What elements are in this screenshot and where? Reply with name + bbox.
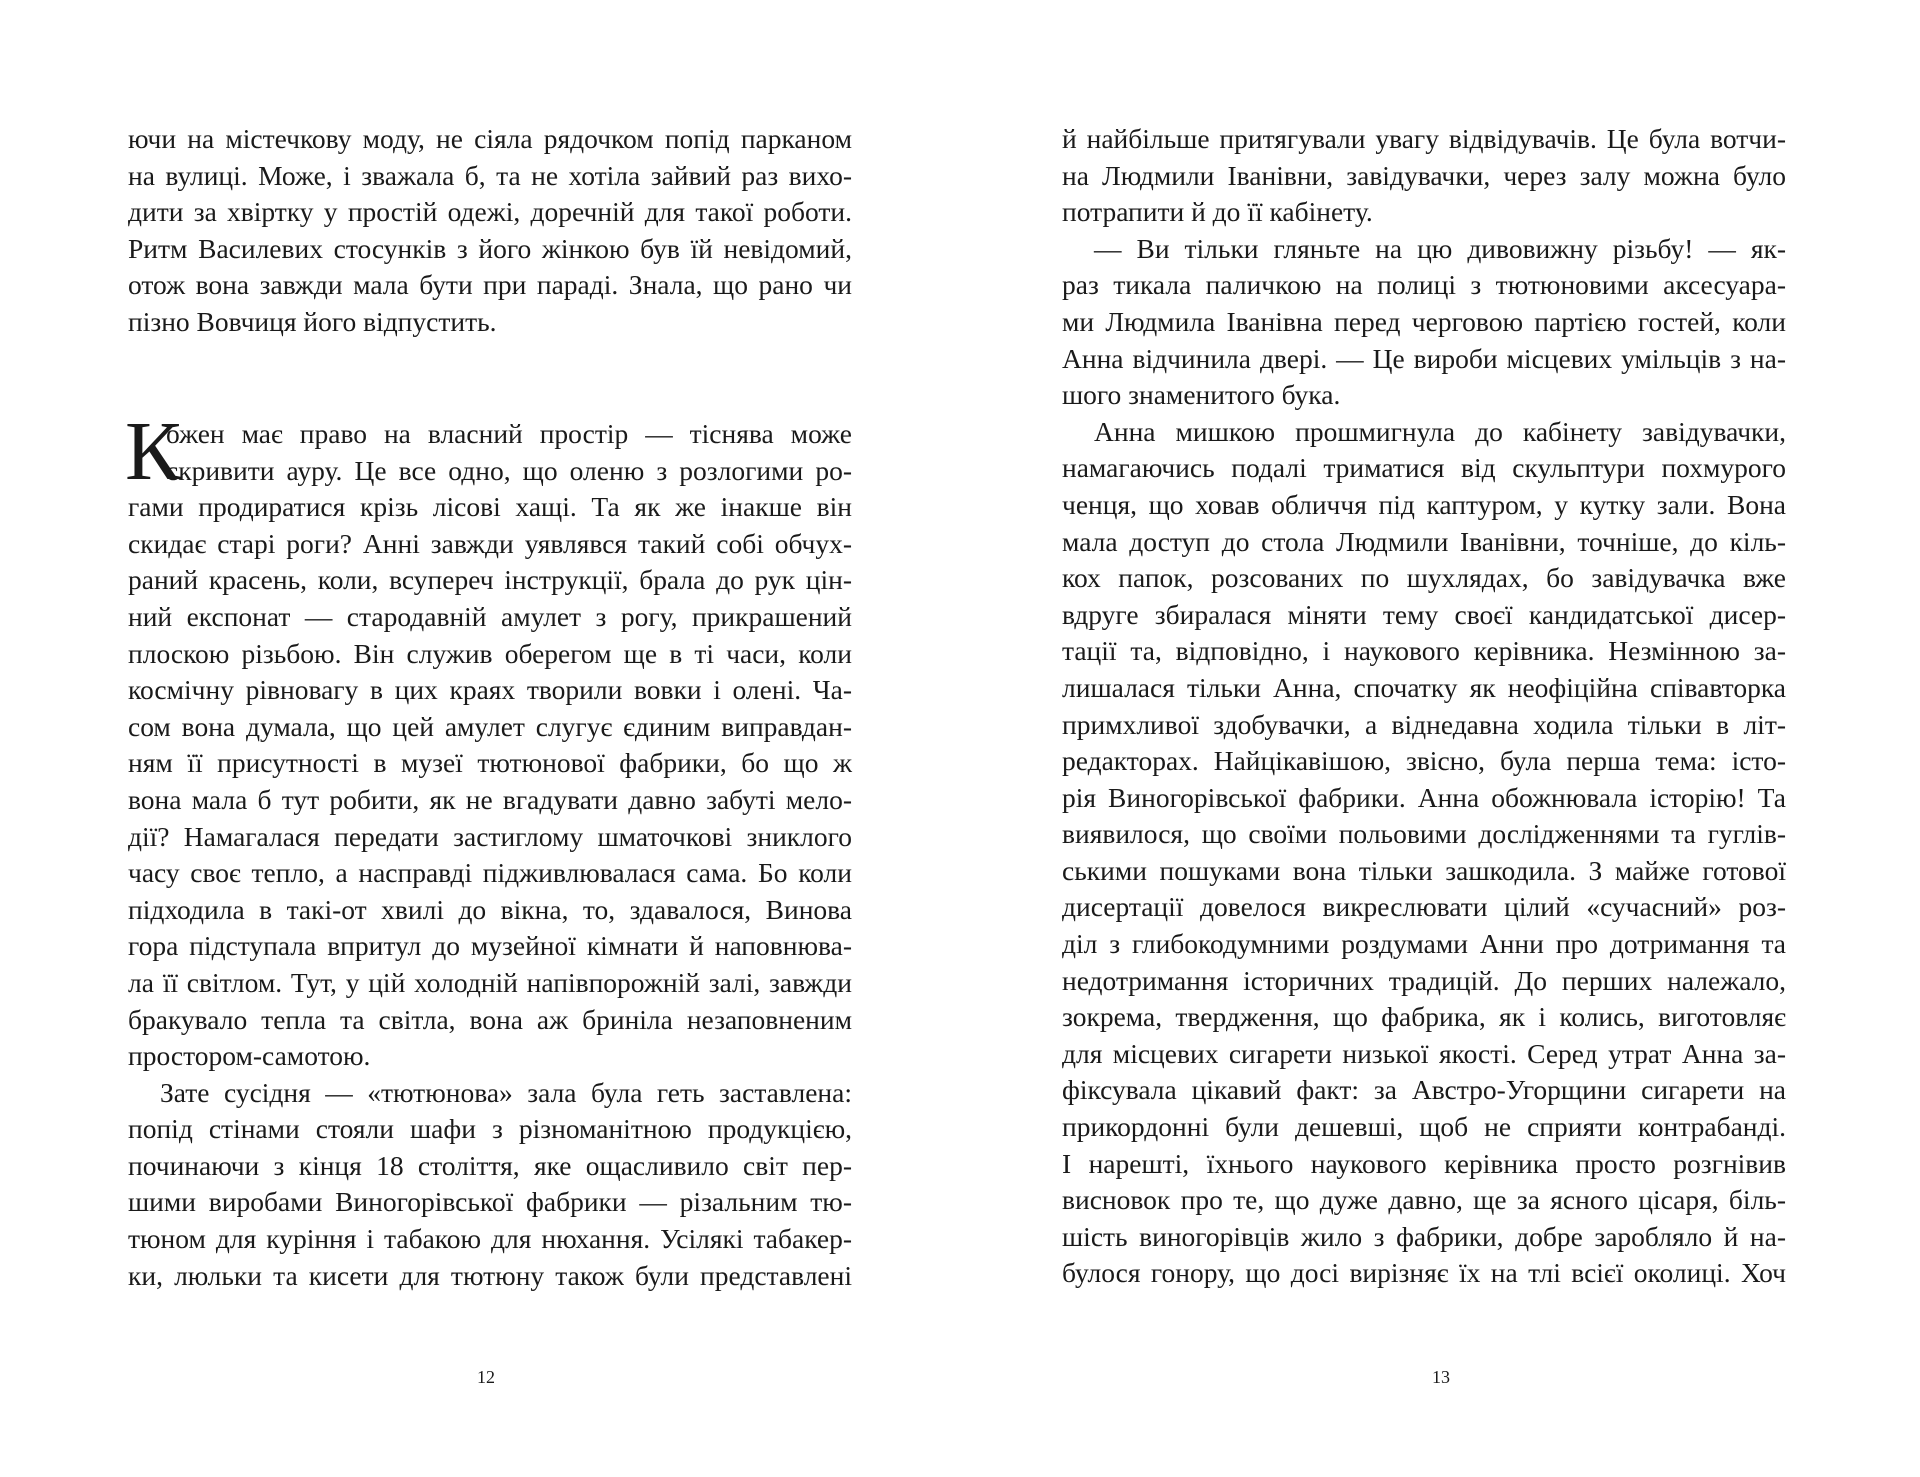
- text-line: космічну рівновагу в цих краях творили вовки і олені. Ча-: [128, 674, 852, 706]
- text-line: дисертації довелося викреслювати цілий «сучасний» роз-: [1062, 891, 1786, 923]
- text-line: плоскою різьбою. Він служив оберегом ще в ті часи, коли: [128, 637, 852, 669]
- text-line: Анна мишкою прошмигнула до кабінету завідувачки,: [1094, 415, 1786, 447]
- text-line: шість виногорівців жило з фабрики, добре заробляло й на-: [1062, 1220, 1786, 1252]
- right-page: [960, 0, 1920, 1477]
- text-line: зокрема, твердження, що фабрика, як і колись, виготовляє: [1062, 1001, 1786, 1033]
- text-line: гора підступала впритул до музейної кімнати й наповнюва-: [128, 930, 852, 962]
- text-line: потрапити й до її кабінету.: [1062, 196, 1373, 228]
- text-line: ла її світлом. Тут, у цій холодній напівпорожній залі, завжди: [128, 966, 852, 998]
- text-line: виявилося, що своїми польовими дослідженнями та гуглів-: [1062, 818, 1786, 850]
- text-line: ми Людмила Іванівна перед черговою партією гостей, коли: [1062, 305, 1786, 337]
- text-line: на вулиці. Може, і зважала б, та не хотіла зайвий раз вихо-: [128, 159, 852, 191]
- text-line: ням її присутності в музеї тютюнової фабрики, бо що ж: [128, 747, 852, 779]
- text-line: скривити ауру. Це все одно, що оленю з розлогими ро-: [166, 454, 852, 486]
- text-line: ченця, що ховав обличчя під каптуром, у кутку зали. Вона: [1062, 488, 1786, 520]
- left-paragraph-2: [125, 405, 852, 1294]
- text-line: ожен має право на власний простір — тіснява може: [166, 418, 852, 449]
- text-line: мала доступ до стола Людмили Іванівни, точніше, до кіль-: [1062, 525, 1786, 557]
- text-line: редакторах. Найцікавішою, звісно, була перша тема: істо-: [1062, 745, 1786, 777]
- text-line: ний експонат — стародавній амулет з рогу, прикрашений: [128, 600, 852, 632]
- text-line: ючи на містечкову моду, не сіяла рядочком попід парканом: [128, 123, 852, 154]
- text-line: ки, люльки та кисети для тютюну також були представлені: [128, 1259, 852, 1291]
- text-line: сом вона думала, що цей амулет слугує єдиним виправдан-: [128, 710, 852, 742]
- text-line: починаючи з кінця 18 століття, яке ощасливило світ пер-: [128, 1149, 852, 1181]
- text-line: висновок про те, що дуже давно, ще за ясного цісаря, біль-: [1062, 1184, 1786, 1216]
- page-number: 13: [1432, 1367, 1450, 1387]
- text-line: І нарешті, їхнього наукового керівника просто розгнівив: [1062, 1147, 1786, 1179]
- text-line: вдруге збиралася міняти тему своєї кандидатської дисер-: [1062, 598, 1786, 630]
- text-line: на Людмили Іванівни, завідувачки, через залу можна було: [1062, 159, 1786, 191]
- text-line: тації та, відповідно, і наукового керівника. Незмінною за-: [1062, 635, 1786, 667]
- text-line: тюном для куріння і табакою для нюхання. Усілякі табакер-: [128, 1223, 852, 1255]
- right-paragraphs: [1062, 121, 1786, 1292]
- text-line: ськими пошуками вона тільки зашкодила. З майже готової: [1062, 854, 1786, 886]
- text-line: булося гонору, що досі вирізняє їх на тлі всієї околиці. Хоч: [1062, 1257, 1786, 1289]
- text-line: дити за хвіртку у простій одежі, доречній для такої роботи.: [128, 196, 852, 228]
- text-line: пізно Вовчиця його відпустить.: [128, 305, 497, 337]
- text-line: шого знаменитого бука.: [1062, 379, 1341, 411]
- text-line: — Ви тільки гляньте на цю дивовижну різьбу! — як-: [1094, 232, 1786, 264]
- text-line: Анна відчинила двері. — Це вироби місцевих умільців з на-: [1062, 342, 1786, 374]
- text-line: рія Виногорівської фабрики. Анна обожнювала історію! Та: [1062, 781, 1786, 813]
- text-line: бракувало тепла та світла, вона аж бриніла незаповненим: [128, 1003, 852, 1035]
- text-line: для місцевих сигарети низької якості. Серед утрат Анна за-: [1062, 1037, 1786, 1069]
- text-line: примхливої здобувачки, а віднедавна ходила тільки в літ-: [1062, 708, 1786, 740]
- drop-cap: К: [125, 405, 182, 498]
- text-line: намагаючись подалі триматися від скульптури похмурого: [1062, 452, 1786, 484]
- text-line: лишалася тільки Анна, спочатку як неофіційна співавторка: [1062, 671, 1786, 703]
- text-line: раний красень, коли, всупереч інструкції, брала до рук цін-: [128, 564, 852, 596]
- text-line: гами продиратися крізь лісові хащі. Та як же інакше він: [128, 491, 852, 523]
- text-line: кох папок, розсованих по шухлядах, бо завідувачка вже: [1062, 562, 1786, 594]
- text-line: попід стінами стояли шафи з різноманітною продукцією,: [128, 1113, 852, 1145]
- text-line: вона мала б тут робити, як не вгадувати давно забуті мело-: [128, 783, 852, 815]
- text-line: часу своє тепло, а насправді підживлювалася сама. Бо коли: [128, 857, 852, 889]
- text-line: шими виробами Виногорівської фабрики — різальним тю-: [128, 1186, 852, 1218]
- text-line: Ритм Василевих стосунків з його жінкою був їй невідомий,: [128, 232, 852, 264]
- text-line: дії? Намагалася передати застиглому шматочкові зниклого: [128, 820, 852, 852]
- page-number: 12: [477, 1367, 495, 1387]
- text-line: підходила в такі-от хвилі до вікна, то, здавалося, Винова: [128, 893, 852, 925]
- text-line: простором-самотою.: [128, 1040, 371, 1072]
- text-line: недотримання історичних традицій. До перших належало,: [1062, 964, 1786, 996]
- text-line: отож вона завжди мала бути при параді. Знала, що рано чи: [128, 269, 852, 301]
- left-paragraph-1: [128, 121, 852, 341]
- text-line: скидає старі роги? Анні завжди уявлявся такий собі обчух-: [128, 527, 852, 559]
- text-line: фіксувала цікавий факт: за Австро-Угорщини сигарети на: [1062, 1074, 1786, 1106]
- text-line: прикордонні були дешевші, щоб не сприяти контрабанді.: [1062, 1111, 1786, 1143]
- text-line: діл з глибокодумними роздумами Анни про дотримання та: [1062, 928, 1786, 960]
- text-line: й найбільше притягували увагу відвідувачів. Це була вотчи-: [1062, 123, 1786, 154]
- text-line: Зате сусідня — «тютюнова» зала була геть заставлена:: [160, 1076, 852, 1108]
- text-line: раз тикала паличкою на полиці з тютюновими аксесуара-: [1062, 269, 1786, 301]
